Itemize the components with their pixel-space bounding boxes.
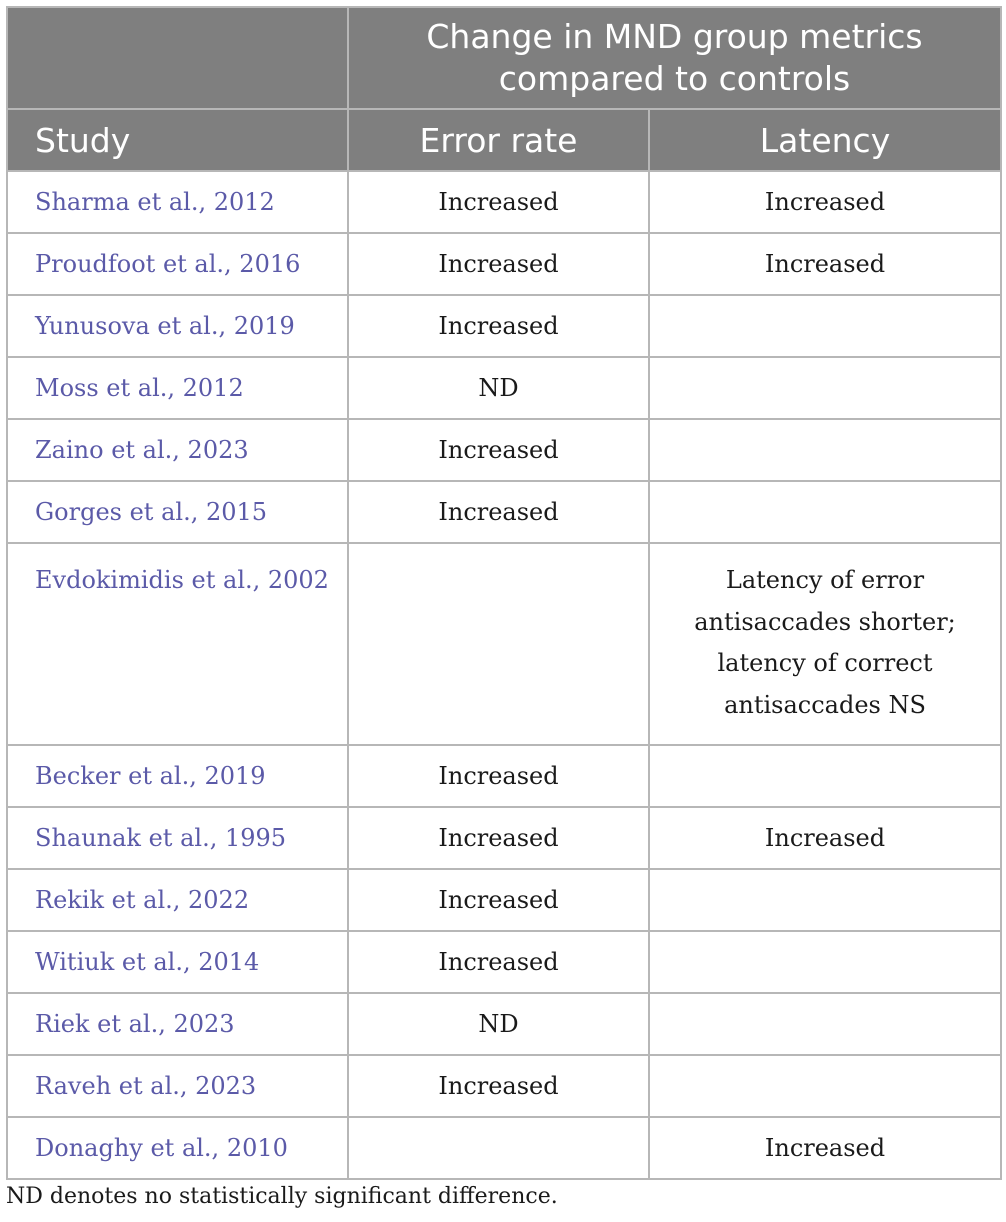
error-rate-cell: Increased xyxy=(348,807,649,869)
group-header-row xyxy=(7,7,1001,109)
study-link[interactable]: Becker et al., 2019 xyxy=(7,745,348,807)
column-header-study: Study xyxy=(7,109,348,171)
error-rate-cell: Increased xyxy=(348,931,649,993)
table-row xyxy=(7,1117,1001,1179)
latency-cell xyxy=(649,745,1001,807)
study-link[interactable]: Moss et al., 2012 xyxy=(7,357,348,419)
results-table xyxy=(6,6,1002,1180)
table-row xyxy=(7,869,1001,931)
latency-cell: Increased xyxy=(649,233,1001,295)
table-footnote: ND denotes no statistically significant difference. xyxy=(6,1184,558,1209)
latency-cell xyxy=(649,481,1001,543)
latency-cell: Increased xyxy=(649,807,1001,869)
group-header-title: Change in MND group metrics compared to controls xyxy=(348,7,1001,109)
column-header-latency: Latency xyxy=(649,109,1001,171)
study-link[interactable]: Sharma et al., 2012 xyxy=(7,171,348,233)
table-row xyxy=(7,357,1001,419)
table-row xyxy=(7,993,1001,1055)
error-rate-cell: Increased xyxy=(348,869,649,931)
latency-cell xyxy=(649,931,1001,993)
table-row xyxy=(7,295,1001,357)
latency-cell xyxy=(649,1055,1001,1117)
study-link[interactable]: Rekik et al., 2022 xyxy=(7,869,348,931)
error-rate-cell: Increased xyxy=(348,745,649,807)
latency-cell: Increased xyxy=(649,171,1001,233)
latency-cell: Increased xyxy=(649,1117,1001,1179)
table-row xyxy=(7,171,1001,233)
table-row xyxy=(7,931,1001,993)
study-link[interactable]: Yunusova et al., 2019 xyxy=(7,295,348,357)
study-link[interactable]: Donaghy et al., 2010 xyxy=(7,1117,348,1179)
table-body xyxy=(7,171,1001,1179)
study-link[interactable]: Zaino et al., 2023 xyxy=(7,419,348,481)
study-link[interactable]: Gorges et al., 2015 xyxy=(7,481,348,543)
latency-cell: Latency of error antisaccades shorter; latency of correct antisaccades NS xyxy=(649,543,1001,745)
table-row xyxy=(7,419,1001,481)
latency-cell xyxy=(649,869,1001,931)
error-rate-cell: Increased xyxy=(348,233,649,295)
error-rate-cell: Increased xyxy=(348,1055,649,1117)
study-link[interactable]: Shaunak et al., 1995 xyxy=(7,807,348,869)
table-row xyxy=(7,543,1001,745)
column-header-row xyxy=(7,109,1001,171)
error-rate-cell: Increased xyxy=(348,295,649,357)
error-rate-cell: Increased xyxy=(348,481,649,543)
table-header xyxy=(7,7,1001,171)
latency-cell xyxy=(649,295,1001,357)
study-link[interactable]: Witiuk et al., 2014 xyxy=(7,931,348,993)
table-row xyxy=(7,745,1001,807)
error-rate-cell: Increased xyxy=(348,419,649,481)
table-row xyxy=(7,1055,1001,1117)
latency-cell xyxy=(649,357,1001,419)
column-header-error-rate: Error rate xyxy=(348,109,649,171)
latency-cell xyxy=(649,993,1001,1055)
latency-cell xyxy=(649,419,1001,481)
study-link[interactable]: Riek et al., 2023 xyxy=(7,993,348,1055)
table-row xyxy=(7,233,1001,295)
study-link[interactable]: Evdokimidis et al., 2002 xyxy=(7,543,348,745)
error-rate-cell: ND xyxy=(348,993,649,1055)
table-row xyxy=(7,481,1001,543)
error-rate-cell: Increased xyxy=(348,171,649,233)
study-link[interactable]: Proudfoot et al., 2016 xyxy=(7,233,348,295)
study-link[interactable]: Raveh et al., 2023 xyxy=(7,1055,348,1117)
error-rate-cell: ND xyxy=(348,357,649,419)
table-row xyxy=(7,807,1001,869)
empty-header-cell xyxy=(7,7,348,109)
error-rate-cell xyxy=(348,543,649,745)
error-rate-cell xyxy=(348,1117,649,1179)
